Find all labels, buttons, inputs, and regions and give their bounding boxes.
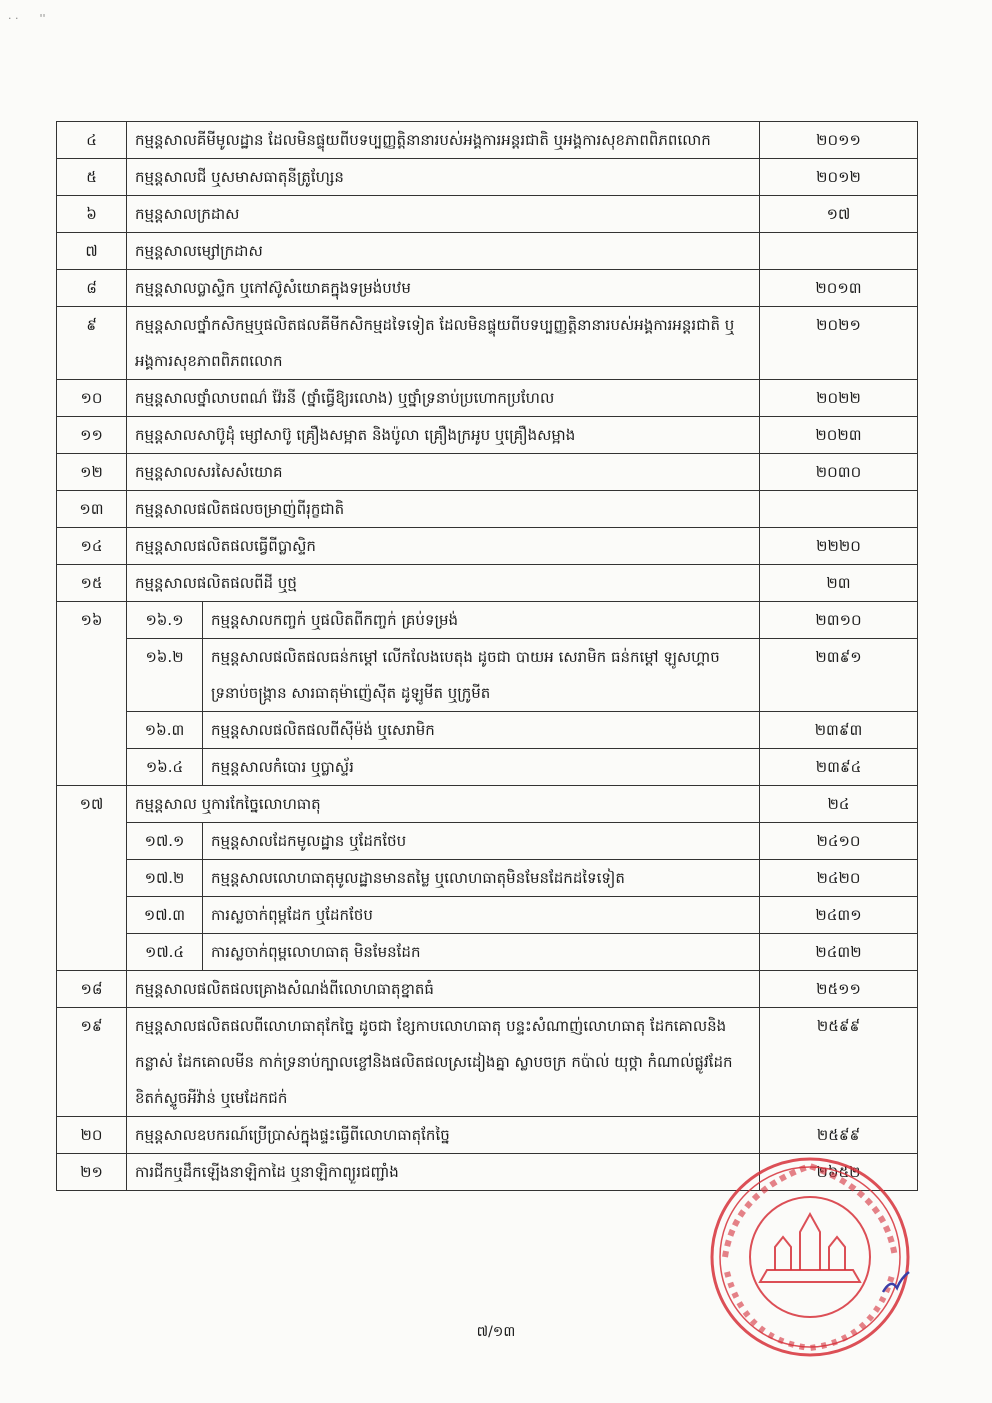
table-row (57, 122, 918, 159)
table-row (57, 1008, 918, 1117)
sub-row-description: កម្មន្តសាលផលិតផលធន់កម្ដៅ លើកលែងបេតុង ដូចជា បាយអ សេរាមិក ធន់កម្ដៅ ឡូសហ្គាច ទ្រនាប់ចង្ក្រាន សារធាតុម៉ាញ៉េស៊ីត ដូឡូមីត ឬក្រូមីត (203, 639, 760, 712)
row-number: ១២ (57, 454, 127, 491)
row-code: ២០១១ (760, 122, 918, 159)
activity-table (56, 121, 918, 1191)
table-row (57, 380, 918, 417)
row-number: ៨ (57, 270, 127, 307)
sub-row-description: កម្មន្តសាលផលិតផលពីស៊ីម៉ង់ ឬសេរាមិក (203, 712, 760, 749)
row-description: កម្មន្តសាលឧបករណ៍ប្រើប្រាស់ក្នុងផ្ទះធ្វើពីលោហធាតុកែច្នៃ (127, 1117, 760, 1154)
row-number: ៩ (57, 307, 127, 380)
sub-row-code: ២៤៣១ (760, 897, 918, 934)
row-code: ២០២១ (760, 307, 918, 380)
sub-row-code: ២៤២០ (760, 860, 918, 897)
row-code: ២២២០ (760, 528, 918, 565)
row-description: កម្មន្តសាលជី ឬសមាសធាតុនីត្រូហ្សែន (127, 159, 760, 196)
sub-row-number: ១៧.៣ (127, 897, 203, 934)
table-row (57, 712, 918, 749)
row-description: ការជីកឬដឹកឡើងនាឡិកាដៃ ឬនាឡិកាព្យួរជញ្ជាំង (127, 1154, 760, 1191)
table-row (57, 971, 918, 1008)
row-number: ២០ (57, 1117, 127, 1154)
table-row (57, 159, 918, 196)
table-row (57, 233, 918, 270)
sub-row-number: ១៧.១ (127, 823, 203, 860)
sub-row-code: ២៣៩៤ (760, 749, 918, 786)
row-code (760, 233, 918, 270)
scan-specks: · · '' (8, 12, 46, 25)
sub-row-description: កម្មន្តសាលកំបោរ ឬប្លាស្ទ័រ (203, 749, 760, 786)
row-number: ១៥ (57, 565, 127, 602)
table-row (57, 823, 918, 860)
row-code: ២៣ (760, 565, 918, 602)
table-row (57, 897, 918, 934)
sub-row-code: ២៤១០ (760, 823, 918, 860)
row-description: កម្មន្តសាលផលិតផលពីលោហធាតុកែច្នៃ ដូចជា ខ្សែកាបលោហធាតុ បន្ទះសំណាញ់លោហធាតុ ដែកគោលនិងកន្លាស់ ដែកគោលមីន កាក់ទ្រនាប់ក្បាលខ្ចៅនិងផលិតផលស្រដៀងគ្នា ស្លាបចក្រ កប៉ាល់ យុថ្កា កំណាល់ផ្លូវដែក ខិតក់ស្ទូចអីវ៉ាន់ ឬមេដែកជក់ (127, 1008, 760, 1117)
sub-row-number: ១៦.១ (127, 602, 203, 639)
row-description: កម្មន្តសាលផលិតផលចម្រាញ់ពីរុក្ខជាតិ (127, 491, 760, 528)
row-description: កម្មន្តសាល ឬការកែច្នៃលោហធាតុ (127, 786, 760, 823)
row-code: ២០១២ (760, 159, 918, 196)
sub-row-description: កម្មន្តសាលកញ្ចក់ ឬផលិតពីកញ្ចក់ គ្រប់ទម្រង់ (203, 602, 760, 639)
row-number: ៦ (57, 196, 127, 233)
row-number: ៤ (57, 122, 127, 159)
sub-row-number: ១៦.២ (127, 639, 203, 712)
sub-row-code: ២៤៣២ (760, 934, 918, 971)
row-description: កម្មន្តសាលថ្នាំលាបពណ៌ វ៉ែរនី (ថ្នាំធ្វើឱ្យរលោង) ឬថ្នាំទ្រនាប់ប្រហោកប្រហែល (127, 380, 760, 417)
table-row (57, 454, 918, 491)
table-row (57, 528, 918, 565)
table-row (57, 565, 918, 602)
row-code (760, 491, 918, 528)
sub-row-number: ១៦.៤ (127, 749, 203, 786)
row-description: កម្មន្តសាលម្សៅក្រដាស (127, 233, 760, 270)
row-description: កម្មន្តសាលផលិតផលពីដី ឬថ្ម (127, 565, 760, 602)
row-description: កម្មន្តសាលគីមីមូលដ្ឋាន ដែលមិនផ្ទុយពីបទប្បញ្ញត្តិនានារបស់អង្គការអន្តរជាតិ ឬអង្គការសុខភាពពិភពលោក (127, 122, 760, 159)
table-row (57, 491, 918, 528)
table-row (57, 1117, 918, 1154)
row-code: ២០១៣ (760, 270, 918, 307)
row-description: កម្មន្តសាលប្លាស្ទិក ឬកៅស៊ូសំយោគក្នុងទម្រង់បឋម (127, 270, 760, 307)
row-number: ១៣ (57, 491, 127, 528)
row-number: ១៧ (57, 786, 127, 971)
row-number: ១៤ (57, 528, 127, 565)
table-row (57, 307, 918, 380)
sub-row-description: ការស្លចាក់ពុម្ពលោហធាតុ មិនមែនដែក (203, 934, 760, 971)
table-row (57, 270, 918, 307)
table-row (57, 860, 918, 897)
row-code: ២៦៥២ (760, 1154, 918, 1191)
row-number: ២១ (57, 1154, 127, 1191)
row-code: ២០៣០ (760, 454, 918, 491)
row-description: កម្មន្តសាលក្រដាស (127, 196, 760, 233)
row-code: ២៥៩៩ (760, 1117, 918, 1154)
row-code: ២០២៣ (760, 417, 918, 454)
official-seal-stamp (705, 1152, 915, 1362)
row-description: កម្មន្តសាលផលិតផលធ្វើពីប្លាស្ទិក (127, 528, 760, 565)
sub-row-code: ២៣១០ (760, 602, 918, 639)
row-number: ១០ (57, 380, 127, 417)
table-row (57, 196, 918, 233)
row-number: ៧ (57, 233, 127, 270)
sub-row-code: ២៣៩៣ (760, 712, 918, 749)
row-description: កម្មន្តសាលថ្នាំកសិកម្មឬផលិតផលគីមីកសិកម្មដទៃទៀត ដែលមិនផ្ទុយពីបទប្បញ្ញត្តិនានារបស់អង្គការអន្តរជាតិ ឬអង្គការសុខភាពពិភពលោក (127, 307, 760, 380)
row-number: ១៨ (57, 971, 127, 1008)
sub-row-description: កម្មន្តសាលលោហធាតុមូលដ្ឋានមានតម្លៃ ឬលោហធាតុមិនមែនដែកដទៃទៀត (203, 860, 760, 897)
row-code: ២៥៩៩ (760, 1008, 918, 1117)
row-code: ២៥១១ (760, 971, 918, 1008)
sub-row-description: កម្មន្តសាលដែកមូលដ្ឋាន ឬដែកថែប (203, 823, 760, 860)
table-row (57, 602, 918, 639)
row-description: កម្មន្តសាលសាប៊ូដុំ ម្សៅសាប៊ូ គ្រឿងសម្អាត និងប៉ូលា គ្រឿងក្រអូប ឬគ្រឿងសម្អាង (127, 417, 760, 454)
row-code: ២៤ (760, 786, 918, 823)
row-number: ១១ (57, 417, 127, 454)
sub-row-number: ១៦.៣ (127, 712, 203, 749)
page-number: ៧/១៣ (476, 1324, 516, 1340)
row-number: ១៩ (57, 1008, 127, 1117)
row-number: ៥ (57, 159, 127, 196)
sub-row-code: ២៣៩១ (760, 639, 918, 712)
row-number: ១៦ (57, 602, 127, 786)
table-row (57, 786, 918, 823)
table-row (57, 749, 918, 786)
row-description: កម្មន្តសាលសរសៃសំយោគ (127, 454, 760, 491)
table-row (57, 639, 918, 712)
table-row (57, 417, 918, 454)
table-row (57, 934, 918, 971)
row-code: ១៧ (760, 196, 918, 233)
sub-row-description: ការស្លចាក់ពុម្ពដែក ឬដែកថែប (203, 897, 760, 934)
row-code: ២០២២ (760, 380, 918, 417)
sub-row-number: ១៧.៤ (127, 934, 203, 971)
sub-row-number: ១៧.២ (127, 860, 203, 897)
row-description: កម្មន្តសាលផលិតផលគ្រោងសំណង់ពីលោហធាតុខ្នាតធំ (127, 971, 760, 1008)
